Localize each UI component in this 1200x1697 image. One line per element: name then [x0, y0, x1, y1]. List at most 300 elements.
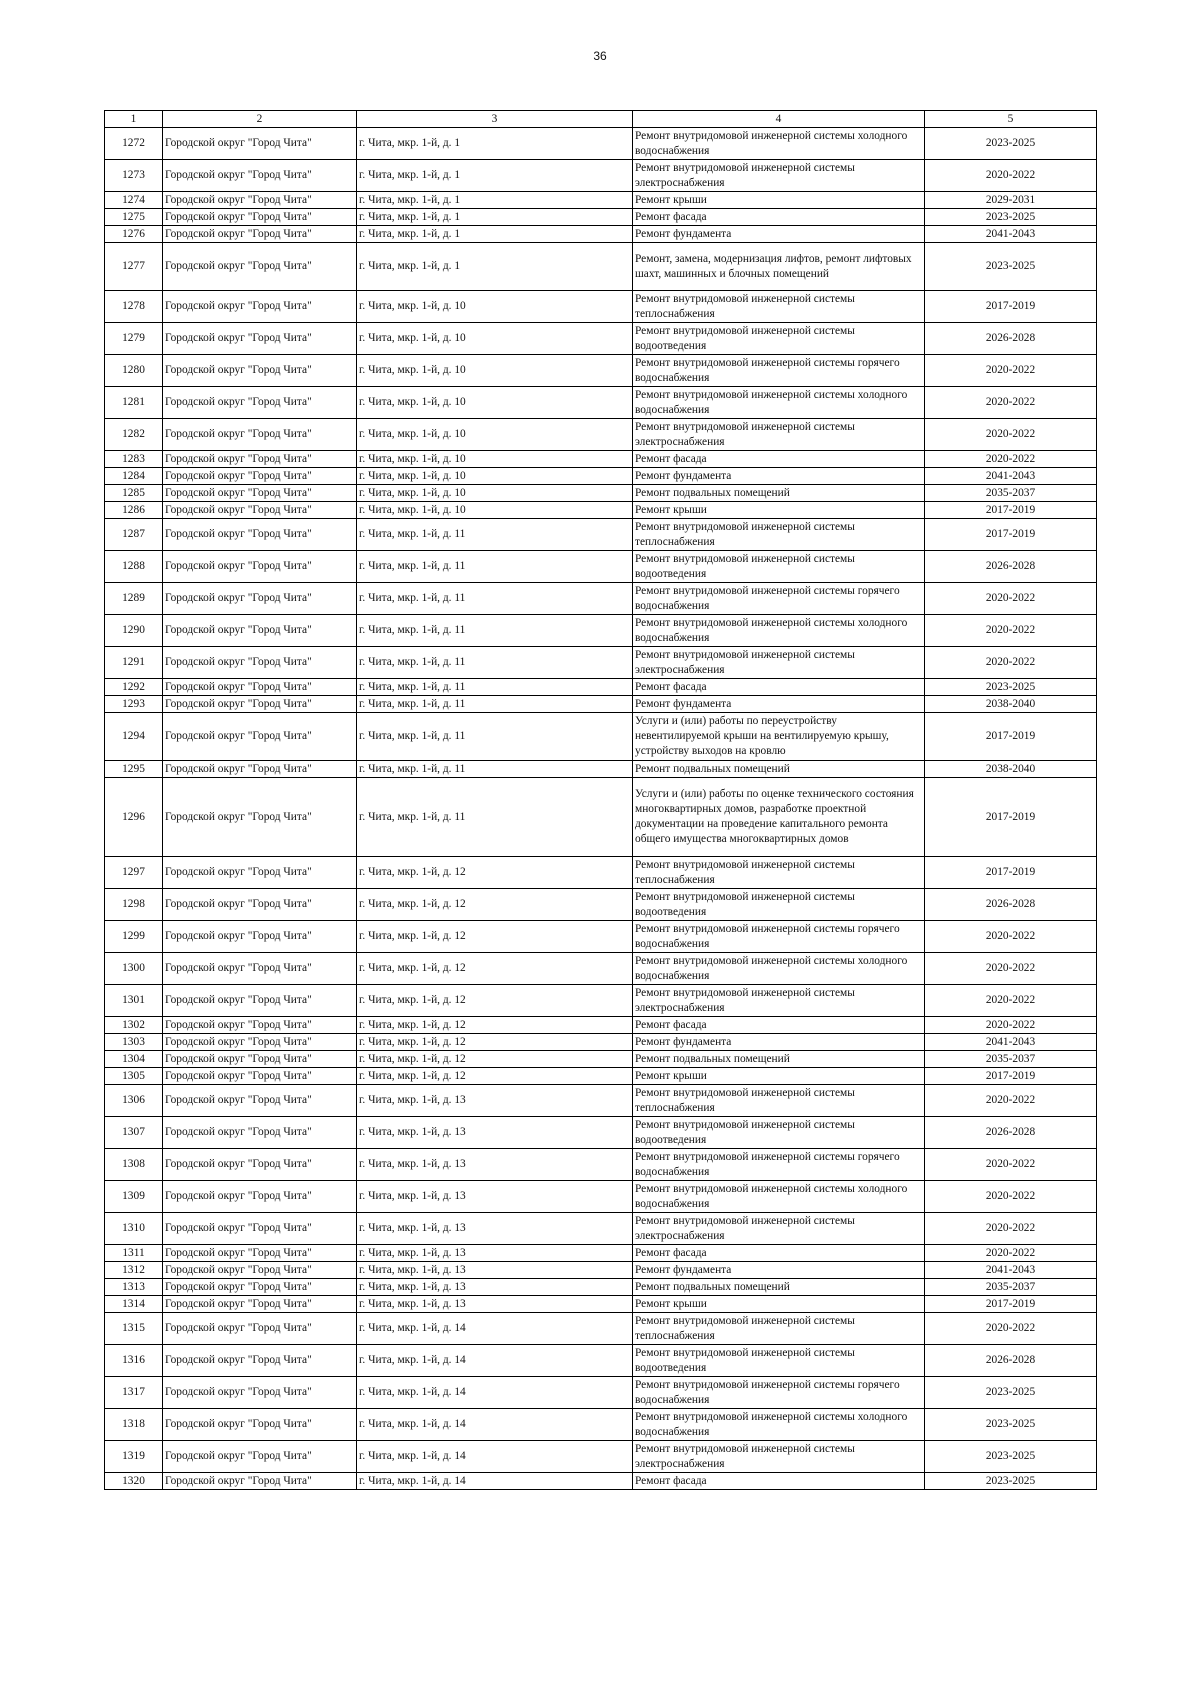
table-row: [105, 1377, 1097, 1409]
row-number: 1302: [105, 1017, 163, 1034]
period-cell: 2020-2022: [925, 583, 1097, 615]
row-number: 1285: [105, 485, 163, 502]
row-number: 1308: [105, 1149, 163, 1181]
row-number: 1273: [105, 160, 163, 192]
row-number: 1290: [105, 615, 163, 647]
period-cell: 2029-2031: [925, 192, 1097, 209]
row-number: 1275: [105, 209, 163, 226]
table-row: [105, 243, 1097, 291]
municipality-cell: Городской округ "Город Чита": [163, 1377, 357, 1409]
municipality-cell: Городской округ "Город Чита": [163, 1262, 357, 1279]
period-cell: 2020-2022: [925, 1017, 1097, 1034]
work-type-cell: Ремонт внутридомовой инженерной системы водоотведения: [633, 1345, 925, 1377]
work-type-cell: Ремонт фасада: [633, 209, 925, 226]
row-number: 1309: [105, 1181, 163, 1213]
municipality-cell: Городской округ "Город Чита": [163, 1345, 357, 1377]
municipality-cell: Городской округ "Город Чита": [163, 1213, 357, 1245]
municipality-cell: Городской округ "Город Чита": [163, 226, 357, 243]
municipality-cell: Городской округ "Город Чита": [163, 921, 357, 953]
municipality-cell: Городской округ "Город Чита": [163, 713, 357, 761]
period-cell: 2017-2019: [925, 778, 1097, 857]
work-type-cell: Ремонт фундамента: [633, 696, 925, 713]
address-cell: г. Чита, мкр. 1-й, д. 1: [357, 226, 633, 243]
work-type-cell: Ремонт внутридомовой инженерной системы горячего водоснабжения: [633, 921, 925, 953]
table-header: [105, 111, 1097, 128]
row-number: 1278: [105, 291, 163, 323]
period-cell: 2023-2025: [925, 679, 1097, 696]
row-number: 1286: [105, 502, 163, 519]
row-number: 1282: [105, 419, 163, 451]
municipality-cell: Городской округ "Город Чита": [163, 551, 357, 583]
municipality-cell: Городской округ "Город Чита": [163, 647, 357, 679]
work-type-cell: Ремонт внутридомовой инженерной системы горячего водоснабжения: [633, 355, 925, 387]
work-type-cell: Ремонт внутридомовой инженерной системы водоотведения: [633, 1117, 925, 1149]
work-type-cell: Ремонт фасада: [633, 451, 925, 468]
address-cell: г. Чита, мкр. 1-й, д. 1: [357, 243, 633, 291]
row-number: 1272: [105, 128, 163, 160]
work-type-cell: Ремонт подвальных помещений: [633, 1051, 925, 1068]
work-type-cell: Ремонт фасада: [633, 1245, 925, 1262]
address-cell: г. Чита, мкр. 1-й, д. 14: [357, 1313, 633, 1345]
address-cell: г. Чита, мкр. 1-й, д. 12: [357, 1068, 633, 1085]
period-cell: 2020-2022: [925, 387, 1097, 419]
period-cell: 2023-2025: [925, 1377, 1097, 1409]
row-number: 1316: [105, 1345, 163, 1377]
period-cell: 2017-2019: [925, 713, 1097, 761]
table-row: [105, 857, 1097, 889]
row-number: 1313: [105, 1279, 163, 1296]
work-type-cell: Ремонт внутридомовой инженерной системы теплоснабжения: [633, 1313, 925, 1345]
work-type-cell: Ремонт внутридомовой инженерной системы электроснабжения: [633, 419, 925, 451]
address-cell: г. Чита, мкр. 1-й, д. 10: [357, 387, 633, 419]
work-type-cell: Ремонт подвальных помещений: [633, 485, 925, 502]
municipality-cell: Городской округ "Город Чита": [163, 387, 357, 419]
table-row: [105, 355, 1097, 387]
period-cell: 2023-2025: [925, 209, 1097, 226]
municipality-cell: Городской округ "Город Чита": [163, 1034, 357, 1051]
table-row: [105, 419, 1097, 451]
row-number: 1305: [105, 1068, 163, 1085]
municipality-cell: Городской округ "Город Чита": [163, 953, 357, 985]
row-number: 1284: [105, 468, 163, 485]
address-cell: г. Чита, мкр. 1-й, д. 13: [357, 1181, 633, 1213]
row-number: 1303: [105, 1034, 163, 1051]
address-cell: г. Чита, мкр. 1-й, д. 1: [357, 128, 633, 160]
municipality-cell: Городской округ "Город Чита": [163, 485, 357, 502]
period-cell: 2023-2025: [925, 1409, 1097, 1441]
work-type-cell: Ремонт фундамента: [633, 468, 925, 485]
table-row: [105, 615, 1097, 647]
table-row: [105, 679, 1097, 696]
municipality-cell: Городской округ "Город Чита": [163, 160, 357, 192]
table-row: [105, 1313, 1097, 1345]
municipality-cell: Городской округ "Город Чита": [163, 1441, 357, 1473]
period-cell: 2041-2043: [925, 226, 1097, 243]
municipality-cell: Городской округ "Город Чита": [163, 889, 357, 921]
table-row: [105, 160, 1097, 192]
table-row: [105, 291, 1097, 323]
address-cell: г. Чита, мкр. 1-й, д. 11: [357, 696, 633, 713]
municipality-cell: Городской округ "Город Чита": [163, 583, 357, 615]
period-cell: 2023-2025: [925, 1441, 1097, 1473]
municipality-cell: Городской округ "Город Чита": [163, 323, 357, 355]
row-number: 1293: [105, 696, 163, 713]
work-type-cell: Ремонт внутридомовой инженерной системы горячего водоснабжения: [633, 1149, 925, 1181]
period-cell: 2020-2022: [925, 451, 1097, 468]
municipality-cell: Городской округ "Город Чита": [163, 128, 357, 160]
table-row: [105, 551, 1097, 583]
work-type-cell: Ремонт фасада: [633, 1473, 925, 1490]
work-type-cell: Ремонт фундамента: [633, 1262, 925, 1279]
row-number: 1289: [105, 583, 163, 615]
table-row: [105, 209, 1097, 226]
address-cell: г. Чита, мкр. 1-й, д. 13: [357, 1245, 633, 1262]
period-cell: 2026-2028: [925, 551, 1097, 583]
work-type-cell: Услуги и (или) работы по переустройству невентилируемой крыши на вентилируемую крышу, устройству выходов на кровлю: [633, 713, 925, 761]
address-cell: г. Чита, мкр. 1-й, д. 11: [357, 647, 633, 679]
table-row: [105, 468, 1097, 485]
period-cell: 2020-2022: [925, 985, 1097, 1017]
row-number: 1320: [105, 1473, 163, 1490]
municipality-cell: Городской округ "Город Чита": [163, 985, 357, 1017]
table-row: [105, 1117, 1097, 1149]
period-cell: 2041-2043: [925, 1262, 1097, 1279]
row-number: 1310: [105, 1213, 163, 1245]
table-row: [105, 1149, 1097, 1181]
municipality-cell: Городской округ "Город Чита": [163, 1181, 357, 1213]
address-cell: г. Чита, мкр. 1-й, д. 10: [357, 323, 633, 355]
table-row: [105, 1345, 1097, 1377]
work-type-cell: Услуги и (или) работы по оценке технического состояния многоквартирных домов, разработке проектной документации на проведение капитального ремонта общего имущества многоквартирных домов: [633, 778, 925, 857]
period-cell: 2035-2037: [925, 485, 1097, 502]
table-row: [105, 1296, 1097, 1313]
municipality-cell: Городской округ "Город Чита": [163, 615, 357, 647]
table-row: [105, 953, 1097, 985]
address-cell: г. Чита, мкр. 1-й, д. 11: [357, 778, 633, 857]
municipality-cell: Городской округ "Город Чита": [163, 761, 357, 778]
row-number: 1274: [105, 192, 163, 209]
address-cell: г. Чита, мкр. 1-й, д. 10: [357, 468, 633, 485]
work-type-cell: Ремонт крыши: [633, 192, 925, 209]
row-number: 1311: [105, 1245, 163, 1262]
address-cell: г. Чита, мкр. 1-й, д. 13: [357, 1149, 633, 1181]
period-cell: 2026-2028: [925, 889, 1097, 921]
table-row: [105, 1181, 1097, 1213]
address-cell: г. Чита, мкр. 1-й, д. 11: [357, 713, 633, 761]
municipality-cell: Городской округ "Город Чита": [163, 355, 357, 387]
period-cell: 2017-2019: [925, 1068, 1097, 1085]
period-cell: 2020-2022: [925, 1245, 1097, 1262]
period-cell: 2017-2019: [925, 857, 1097, 889]
repair-schedule-table: [104, 110, 1097, 1490]
period-cell: 2017-2019: [925, 1296, 1097, 1313]
table-row: [105, 921, 1097, 953]
work-type-cell: Ремонт крыши: [633, 502, 925, 519]
period-cell: 2038-2040: [925, 696, 1097, 713]
period-cell: 2020-2022: [925, 921, 1097, 953]
work-type-cell: Ремонт внутридомовой инженерной системы холодного водоснабжения: [633, 1181, 925, 1213]
address-cell: г. Чита, мкр. 1-й, д. 11: [357, 615, 633, 647]
address-cell: г. Чита, мкр. 1-й, д. 13: [357, 1296, 633, 1313]
period-cell: 2041-2043: [925, 468, 1097, 485]
municipality-cell: Городской округ "Город Чита": [163, 1245, 357, 1262]
table-row: [105, 1034, 1097, 1051]
table-row: [105, 1245, 1097, 1262]
row-number: 1298: [105, 889, 163, 921]
work-type-cell: Ремонт внутридомовой инженерной системы электроснабжения: [633, 647, 925, 679]
address-cell: г. Чита, мкр. 1-й, д. 14: [357, 1345, 633, 1377]
address-cell: г. Чита, мкр. 1-й, д. 10: [357, 419, 633, 451]
address-cell: г. Чита, мкр. 1-й, д. 12: [357, 1051, 633, 1068]
header-col-1: 1: [105, 111, 163, 128]
work-type-cell: Ремонт фасада: [633, 679, 925, 696]
period-cell: 2020-2022: [925, 1149, 1097, 1181]
row-number: 1306: [105, 1085, 163, 1117]
table-row: [105, 192, 1097, 209]
period-cell: 2020-2022: [925, 1213, 1097, 1245]
municipality-cell: Городской округ "Город Чита": [163, 1279, 357, 1296]
address-cell: г. Чита, мкр. 1-й, д. 13: [357, 1279, 633, 1296]
municipality-cell: Городской округ "Город Чита": [163, 192, 357, 209]
period-cell: 2020-2022: [925, 647, 1097, 679]
municipality-cell: Городской округ "Город Чита": [163, 1085, 357, 1117]
work-type-cell: Ремонт фундамента: [633, 226, 925, 243]
table-row: [105, 1409, 1097, 1441]
table-row: [105, 323, 1097, 355]
header-col-4: 4: [633, 111, 925, 128]
address-cell: г. Чита, мкр. 1-й, д. 13: [357, 1213, 633, 1245]
work-type-cell: Ремонт внутридомовой инженерной системы водоотведения: [633, 889, 925, 921]
row-number: 1314: [105, 1296, 163, 1313]
address-cell: г. Чита, мкр. 1-й, д. 14: [357, 1473, 633, 1490]
address-cell: г. Чита, мкр. 1-й, д. 10: [357, 451, 633, 468]
address-cell: г. Чита, мкр. 1-й, д. 12: [357, 985, 633, 1017]
table-row: [105, 1068, 1097, 1085]
address-cell: г. Чита, мкр. 1-й, д. 11: [357, 761, 633, 778]
row-number: 1292: [105, 679, 163, 696]
municipality-cell: Городской округ "Город Чита": [163, 1473, 357, 1490]
row-number: 1277: [105, 243, 163, 291]
period-cell: 2017-2019: [925, 502, 1097, 519]
row-number: 1318: [105, 1409, 163, 1441]
address-cell: г. Чита, мкр. 1-й, д. 14: [357, 1441, 633, 1473]
period-cell: 2026-2028: [925, 1345, 1097, 1377]
work-type-cell: Ремонт внутридомовой инженерной системы холодного водоснабжения: [633, 128, 925, 160]
work-type-cell: Ремонт внутридомовой инженерной системы теплоснабжения: [633, 857, 925, 889]
period-cell: 2023-2025: [925, 1473, 1097, 1490]
address-cell: г. Чита, мкр. 1-й, д. 10: [357, 355, 633, 387]
address-cell: г. Чита, мкр. 1-й, д. 11: [357, 679, 633, 696]
municipality-cell: Городской округ "Город Чита": [163, 696, 357, 713]
row-number: 1296: [105, 778, 163, 857]
table-row: [105, 1441, 1097, 1473]
table-row: [105, 226, 1097, 243]
work-type-cell: Ремонт подвальных помещений: [633, 761, 925, 778]
work-type-cell: Ремонт внутридомовой инженерной системы холодного водоснабжения: [633, 387, 925, 419]
row-number: 1300: [105, 953, 163, 985]
municipality-cell: Городской округ "Город Чита": [163, 679, 357, 696]
municipality-cell: Городской округ "Город Чита": [163, 468, 357, 485]
municipality-cell: Городской округ "Город Чита": [163, 1409, 357, 1441]
table-row: [105, 1279, 1097, 1296]
period-cell: 2020-2022: [925, 615, 1097, 647]
row-number: 1301: [105, 985, 163, 1017]
row-number: 1288: [105, 551, 163, 583]
row-number: 1297: [105, 857, 163, 889]
row-number: 1299: [105, 921, 163, 953]
municipality-cell: Городской округ "Город Чита": [163, 1149, 357, 1181]
header-col-5: 5: [925, 111, 1097, 128]
table-row: [105, 778, 1097, 857]
period-cell: 2035-2037: [925, 1051, 1097, 1068]
work-type-cell: Ремонт внутридомовой инженерной системы горячего водоснабжения: [633, 583, 925, 615]
municipality-cell: Городской округ "Город Чита": [163, 1117, 357, 1149]
address-cell: г. Чита, мкр. 1-й, д. 12: [357, 921, 633, 953]
period-cell: 2017-2019: [925, 291, 1097, 323]
work-type-cell: Ремонт фундамента: [633, 1034, 925, 1051]
period-cell: 2041-2043: [925, 1034, 1097, 1051]
table-row: [105, 1473, 1097, 1490]
row-number: 1317: [105, 1377, 163, 1409]
address-cell: г. Чита, мкр. 1-й, д. 11: [357, 519, 633, 551]
address-cell: г. Чита, мкр. 1-й, д. 1: [357, 209, 633, 226]
row-number: 1283: [105, 451, 163, 468]
period-cell: 2020-2022: [925, 1085, 1097, 1117]
work-type-cell: Ремонт внутридомовой инженерной системы холодного водоснабжения: [633, 953, 925, 985]
table-row: [105, 451, 1097, 468]
work-type-cell: Ремонт внутридомовой инженерной системы электроснабжения: [633, 1213, 925, 1245]
address-cell: г. Чита, мкр. 1-й, д. 14: [357, 1409, 633, 1441]
address-cell: г. Чита, мкр. 1-й, д. 10: [357, 291, 633, 323]
table-row: [105, 1085, 1097, 1117]
address-cell: г. Чита, мкр. 1-й, д. 14: [357, 1377, 633, 1409]
work-type-cell: Ремонт внутридомовой инженерной системы холодного водоснабжения: [633, 615, 925, 647]
table-row: [105, 985, 1097, 1017]
municipality-cell: Городской округ "Город Чита": [163, 1296, 357, 1313]
address-cell: г. Чита, мкр. 1-й, д. 12: [357, 1034, 633, 1051]
address-cell: г. Чита, мкр. 1-й, д. 1: [357, 192, 633, 209]
table-row: [105, 387, 1097, 419]
municipality-cell: Городской округ "Город Чита": [163, 1313, 357, 1345]
page-number: 36: [593, 49, 607, 63]
work-type-cell: Ремонт внутридомовой инженерной системы электроснабжения: [633, 1441, 925, 1473]
table-row: [105, 696, 1097, 713]
row-number: 1291: [105, 647, 163, 679]
row-number: 1304: [105, 1051, 163, 1068]
header-row: [105, 111, 1097, 128]
table-row: [105, 519, 1097, 551]
municipality-cell: Городской округ "Город Чита": [163, 857, 357, 889]
table-row: [105, 713, 1097, 761]
row-number: 1315: [105, 1313, 163, 1345]
period-cell: 2023-2025: [925, 243, 1097, 291]
municipality-cell: Городской округ "Город Чита": [163, 1051, 357, 1068]
municipality-cell: Городской округ "Город Чита": [163, 419, 357, 451]
address-cell: г. Чита, мкр. 1-й, д. 11: [357, 551, 633, 583]
address-cell: г. Чита, мкр. 1-й, д. 10: [357, 485, 633, 502]
municipality-cell: Городской округ "Город Чита": [163, 778, 357, 857]
table-row: [105, 1213, 1097, 1245]
row-number: 1295: [105, 761, 163, 778]
work-type-cell: Ремонт внутридомовой инженерной системы водоотведения: [633, 323, 925, 355]
table-row: [105, 761, 1097, 778]
row-number: 1287: [105, 519, 163, 551]
row-number: 1276: [105, 226, 163, 243]
table-row: [105, 583, 1097, 615]
municipality-cell: Городской округ "Город Чита": [163, 209, 357, 226]
address-cell: г. Чита, мкр. 1-й, д. 13: [357, 1262, 633, 1279]
row-number: 1281: [105, 387, 163, 419]
period-cell: 2038-2040: [925, 761, 1097, 778]
work-type-cell: Ремонт внутридомовой инженерной системы теплоснабжения: [633, 1085, 925, 1117]
row-number: 1294: [105, 713, 163, 761]
table-row: [105, 485, 1097, 502]
address-cell: г. Чита, мкр. 1-й, д. 13: [357, 1085, 633, 1117]
municipality-cell: Городской округ "Город Чита": [163, 1068, 357, 1085]
work-type-cell: Ремонт внутридомовой инженерной системы теплоснабжения: [633, 519, 925, 551]
period-cell: 2020-2022: [925, 1313, 1097, 1345]
period-cell: 2026-2028: [925, 1117, 1097, 1149]
municipality-cell: Городской округ "Город Чита": [163, 519, 357, 551]
address-cell: г. Чита, мкр. 1-й, д. 1: [357, 160, 633, 192]
work-type-cell: Ремонт внутридомовой инженерной системы теплоснабжения: [633, 291, 925, 323]
period-cell: 2020-2022: [925, 355, 1097, 387]
address-cell: г. Чита, мкр. 1-й, д. 11: [357, 583, 633, 615]
municipality-cell: Городской округ "Город Чита": [163, 1017, 357, 1034]
address-cell: г. Чита, мкр. 1-й, д. 12: [357, 857, 633, 889]
table-row: [105, 647, 1097, 679]
work-type-cell: Ремонт подвальных помещений: [633, 1279, 925, 1296]
row-number: 1312: [105, 1262, 163, 1279]
period-cell: 2020-2022: [925, 1181, 1097, 1213]
table-row: [105, 128, 1097, 160]
address-cell: г. Чита, мкр. 1-й, д. 12: [357, 889, 633, 921]
work-type-cell: Ремонт фасада: [633, 1017, 925, 1034]
address-cell: г. Чита, мкр. 1-й, д. 12: [357, 1017, 633, 1034]
work-type-cell: Ремонт внутридомовой инженерной системы электроснабжения: [633, 160, 925, 192]
row-number: 1319: [105, 1441, 163, 1473]
table-row: [105, 1051, 1097, 1068]
address-cell: г. Чита, мкр. 1-й, д. 10: [357, 502, 633, 519]
municipality-cell: Городской округ "Город Чита": [163, 291, 357, 323]
table-body: [105, 128, 1097, 1490]
work-type-cell: Ремонт внутридомовой инженерной системы водоотведения: [633, 551, 925, 583]
period-cell: 2020-2022: [925, 419, 1097, 451]
table-row: [105, 889, 1097, 921]
work-type-cell: Ремонт внутридомовой инженерной системы холодного водоснабжения: [633, 1409, 925, 1441]
row-number: 1279: [105, 323, 163, 355]
work-type-cell: Ремонт внутридомовой инженерной системы электроснабжения: [633, 985, 925, 1017]
municipality-cell: Городской округ "Город Чита": [163, 451, 357, 468]
period-cell: 2026-2028: [925, 323, 1097, 355]
row-number: 1307: [105, 1117, 163, 1149]
table-row: [105, 1262, 1097, 1279]
address-cell: г. Чита, мкр. 1-й, д. 12: [357, 953, 633, 985]
period-cell: 2017-2019: [925, 519, 1097, 551]
municipality-cell: Городской округ "Город Чита": [163, 502, 357, 519]
work-type-cell: Ремонт крыши: [633, 1068, 925, 1085]
header-col-3: 3: [357, 111, 633, 128]
period-cell: 2023-2025: [925, 128, 1097, 160]
work-type-cell: Ремонт крыши: [633, 1296, 925, 1313]
period-cell: 2020-2022: [925, 953, 1097, 985]
address-cell: г. Чита, мкр. 1-й, д. 13: [357, 1117, 633, 1149]
work-type-cell: Ремонт, замена, модернизация лифтов, ремонт лифтовых шахт, машинных и блочных помещений: [633, 243, 925, 291]
period-cell: 2035-2037: [925, 1279, 1097, 1296]
municipality-cell: Городской округ "Город Чита": [163, 243, 357, 291]
period-cell: 2020-2022: [925, 160, 1097, 192]
work-type-cell: Ремонт внутридомовой инженерной системы горячего водоснабжения: [633, 1377, 925, 1409]
